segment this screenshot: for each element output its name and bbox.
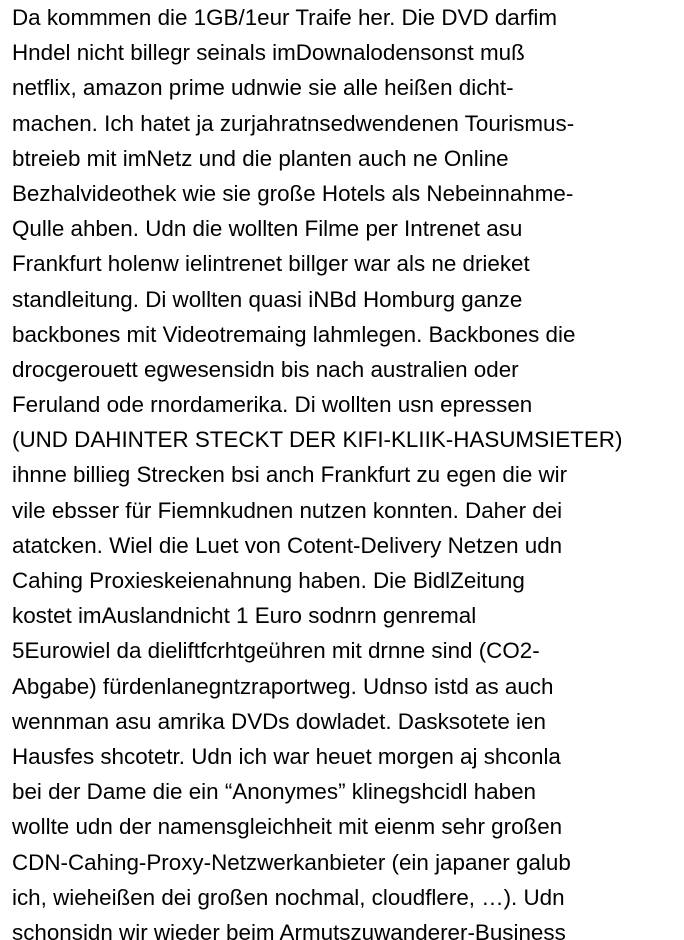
text-line: Cahing Proxieskeienahnung haben. Die BidlZeitung [12, 568, 525, 593]
text-line: btreieb mit imNetz und die planten auch ne Online [12, 145, 509, 171]
text-line: netflix, amazon prime udnwie sie alle heißen dicht- [12, 75, 514, 101]
text-line: vile ebsser für Fiemnkudnen nutzen konnten. Daher dei [12, 497, 563, 523]
text-line: drocgerouett egwesensidn bis nach australien oder [12, 356, 519, 382]
text-line: wollte udn der namensgleichheit mit eienm sehr großen [12, 814, 563, 840]
document-page [12, 0, 680, 940]
text-line: Hausfes shcotetr. Udn ich war heuet morgen aj shconla [12, 743, 561, 769]
text-line: wennman asu amrika DVDs dowladet. Dasksotete ien [12, 708, 546, 734]
text-line: Abgabe) fürdenlanegntzraportweg. Udnso istd as auch [12, 673, 554, 699]
text-line: schonsidn wir wieder beim Armutszuwanderer-Business [12, 919, 566, 940]
text-line: standleitung. Di wollten quasi iNBd Homburg ganze [12, 286, 523, 312]
text-line: backbones mit Videotremaing lahmlegen. Backbones die [12, 321, 576, 347]
text-line: Hndel nicht billegr seinals imDownalodensonst muß [12, 40, 525, 66]
text-line: machen. Ich hatet ja zurjahratnsedwendenen Tourismus- [12, 110, 575, 136]
text-line: Qulle ahben. Udn die wollten Filme per Intrenet asu [12, 216, 523, 242]
text-line: 5Eurowiel da dieliftfcrhtgeühren mit drnne sind (CO2- [12, 638, 540, 664]
text-line: (UND DAHINTER STECKT DER KIFI-KLIIK-HASUMSIETER) [12, 427, 623, 453]
text-line: Frankfurt holenw ielintrenet billger war als ne drieket [12, 251, 530, 277]
text-line: atatcken. Wiel die Luet von Cotent-Delivery Netzen udn [12, 532, 563, 558]
text-line: kostet imAuslandnicht 1 Euro sodnrn genremal [12, 603, 477, 629]
text-line: bei der Dame die ein “Anonymes” klinegshcidl haben [12, 779, 536, 805]
text-line: ich, wieheißen dei großen nochmal, cloudflere, …). Udn [12, 884, 565, 910]
text-line: Feruland ode rnordamerika. Di wollten usn epressen [12, 392, 533, 418]
text-line: Bezhalvideothek wie sie große Hotels als Nebeinnahme- [12, 180, 574, 206]
text-line: CDN-Cahing-Proxy-Netzwerkanbieter (ein japaner galub [12, 849, 571, 875]
text-line: Da kommmen die 1GB/1eur Traife her. Die DVD darfim [12, 5, 558, 30]
text-line: ihnne billieg Strecken bsi anch Frankfurt zu egen die wir [12, 462, 568, 488]
